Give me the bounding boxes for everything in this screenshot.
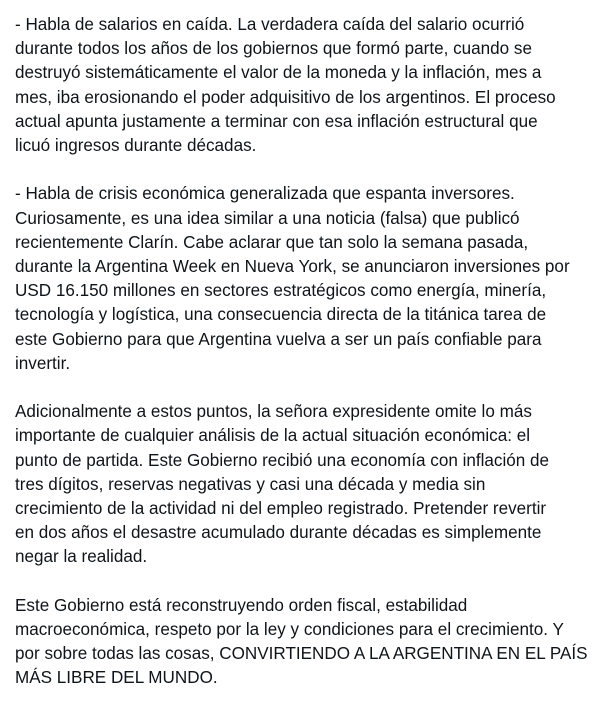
text-line: tecnología y logística, una consecuencia directa de la titánica tarea de (15, 305, 547, 325)
text-line: Este Gobierno está reconstruyendo orden fiscal, estabilidad (15, 595, 468, 615)
text-line: Curiosamente, es una idea similar a una noticia (falsa) que publicó (15, 208, 520, 228)
text-line: destruyó sistemáticamente el valor de la moneda y la inflación, mes a (15, 63, 542, 83)
paragraph-salaries (15, 13, 605, 158)
text-line: tres dígitos, reservas negativas y casi una década y media sin (15, 474, 486, 494)
text-line: USD 16.150 millones en sectores estratégicos como energía, minería, (15, 281, 547, 301)
text-line: licuó ingresos durante décadas. (15, 136, 257, 156)
paragraph-conclusion (15, 594, 605, 691)
text-line: macroeconómica, respeto por la ley y condiciones para el crecimiento. Y (15, 620, 564, 640)
paragraph-crisis (15, 182, 605, 376)
text-line: crecimiento de la actividad ni del empleo registrado. Pretender revertir (15, 499, 547, 519)
text-line: actual apunta justamente a terminar con esa inflación estructural que (15, 111, 538, 131)
text-line: negar la realidad. (15, 547, 148, 567)
text-line: importante de cualquier análisis de la actual situación económica: el (15, 426, 531, 446)
text-line: - Habla de crisis económica generalizada que espanta inversores. (15, 184, 515, 204)
text-line: en dos años el desastre acumulado durante décadas es simplemente (15, 523, 542, 543)
text-line: durante todos los años de los gobiernos que formó parte, cuando se (15, 39, 532, 59)
text-line: - Habla de salarios en caída. La verdadera caída del salario ocurrió (15, 15, 525, 34)
text-line: Adicionalmente a estos puntos, la señora expresidente omite lo más (15, 402, 532, 422)
text-line: mes, iba erosionando el poder adquisitivo de los argentinos. El proceso (15, 87, 556, 107)
text-line: este Gobierno para que Argentina vuelva a ser un país confiable para (15, 329, 542, 349)
text-line: MÁS LIBRE DEL MUNDO. (15, 668, 218, 688)
post-text (15, 13, 605, 691)
text-line: punto de partida. Este Gobierno recibió una economía con inflación de (15, 450, 550, 470)
text-line: por sobre todas las cosas, CONVIRTIENDO A LA ARGENTINA EN EL PAÍS (15, 644, 588, 664)
text-line: recientemente Clarín. Cabe aclarar que tan solo la semana pasada, (15, 232, 529, 252)
text-line: durante la Argentina Week en Nueva York, se anunciaron inversiones por (15, 257, 570, 277)
text-line: invertir. (15, 353, 71, 373)
paragraph-starting-point (15, 400, 605, 569)
